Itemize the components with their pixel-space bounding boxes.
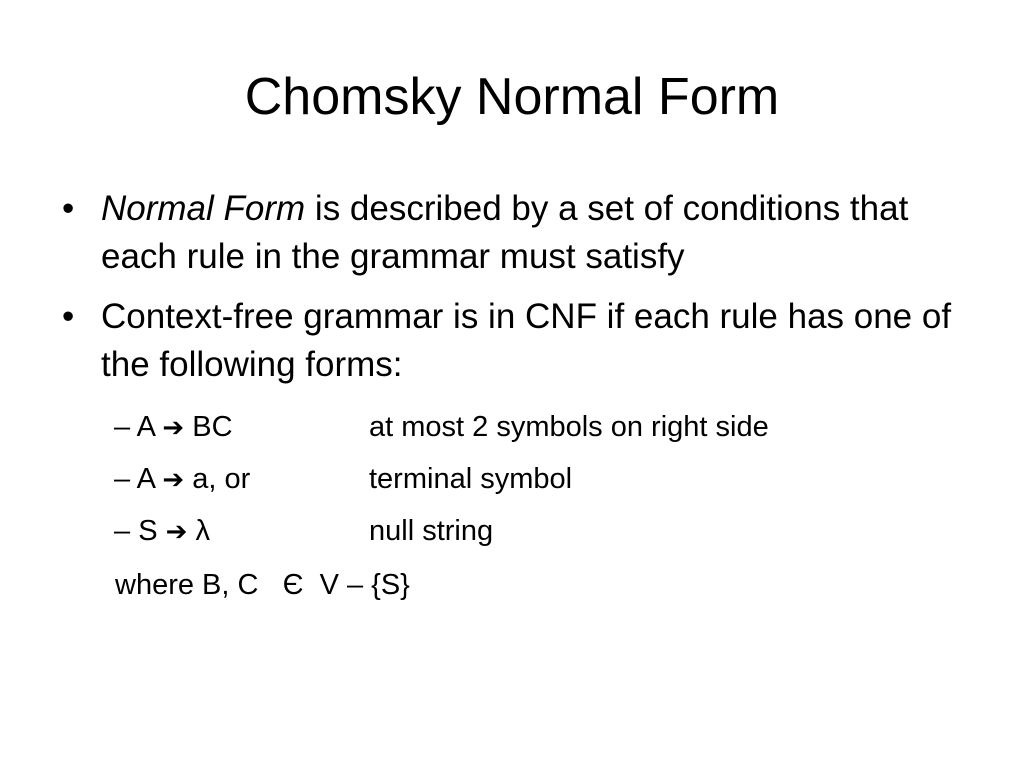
rule-form — [114, 401, 233, 454]
rule-lhs: S — [138, 515, 158, 547]
normal-form-definition: is described by a set of conditions that each rule in the grammar must satisfy — [101, 189, 909, 276]
rule-rhs: a, or — [192, 463, 251, 495]
rule-description: terminal symbol — [369, 463, 573, 495]
rule-form — [114, 505, 210, 558]
right-arrow-icon: ➔ — [165, 517, 188, 547]
rule-description: at most 2 symbols on right side — [369, 411, 769, 443]
bullet-normal-form — [62, 185, 982, 281]
rule-item — [62, 401, 982, 453]
rule-rhs: BC — [192, 411, 233, 443]
slide-body — [62, 185, 982, 613]
normal-form-term: Normal Form — [101, 189, 306, 228]
right-arrow-icon: ➔ — [162, 465, 185, 495]
bullet-dot: • — [62, 189, 75, 228]
rule-rhs: λ — [195, 515, 210, 547]
rule-item — [62, 505, 982, 557]
slide-title: Chomsky Normal Form — [244, 68, 780, 126]
bullet-cnf-definition — [62, 293, 982, 389]
where-note: where B, C Є V – {S} — [115, 569, 410, 601]
rule-dash: – — [114, 463, 137, 495]
bullet-dot: • — [62, 297, 75, 336]
rule-lhs: A — [136, 411, 155, 443]
cnf-definition-text: Context-free grammar is in CNF if each rule has one of the following forms: — [101, 297, 952, 384]
rule-item — [62, 453, 982, 505]
rule-lhs: A — [136, 463, 155, 495]
rule-dash: – — [114, 411, 137, 443]
rule-dash: – — [114, 515, 139, 547]
rule-form — [114, 453, 250, 506]
rule-description: null string — [369, 515, 494, 547]
right-arrow-icon: ➔ — [162, 413, 185, 443]
